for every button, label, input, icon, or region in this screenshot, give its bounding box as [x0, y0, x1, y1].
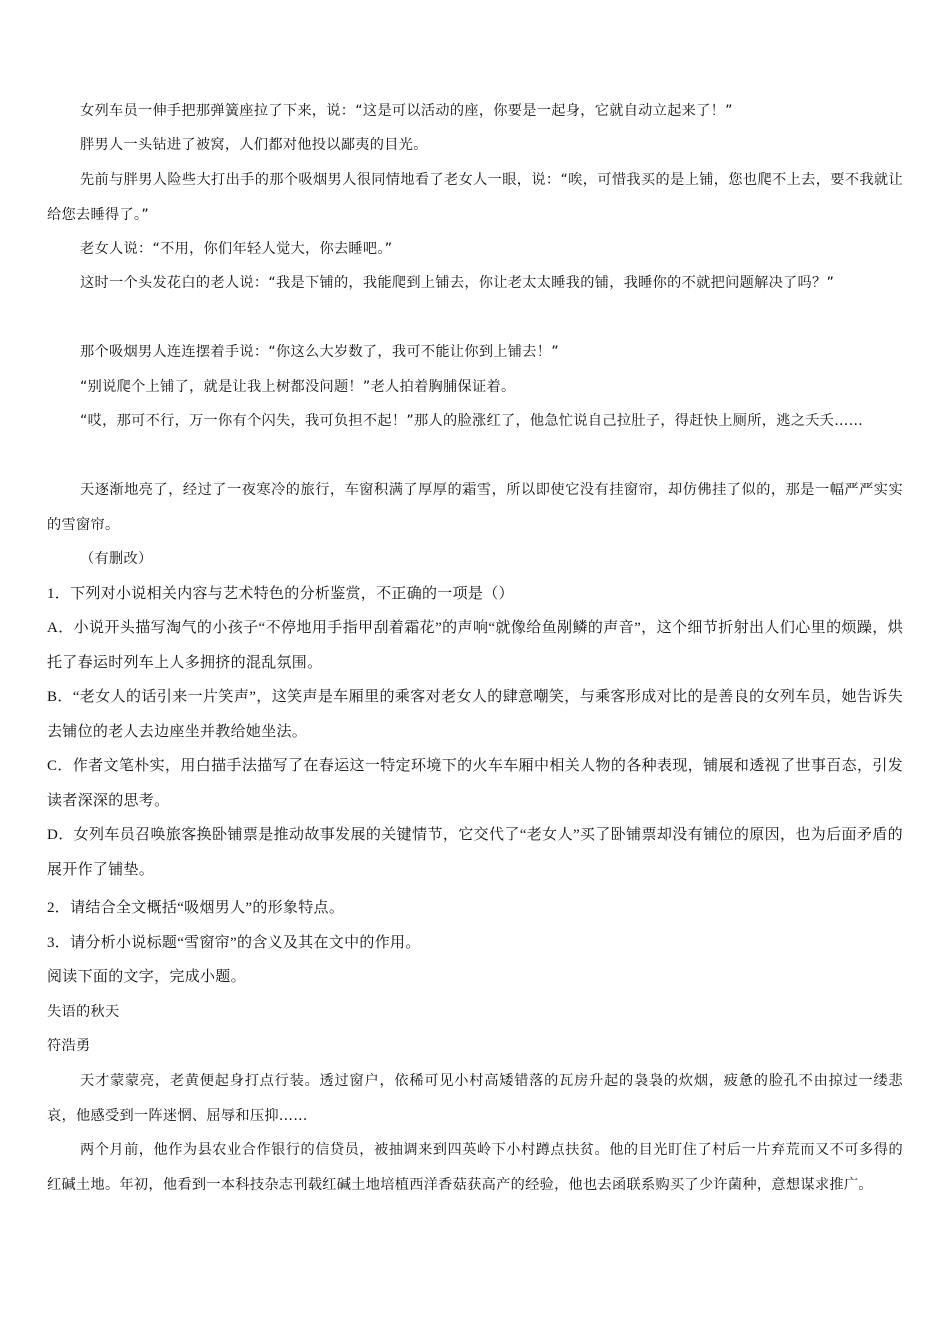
story-paragraph: 老女人说：“不用，你们年轻人觉大，你去睡吧。” — [80, 241, 393, 257]
question-1-option-d: D．女列车员召唤旅客换卧铺票是推动故事发展的关键情节，它交代了“老女人”买了卧铺票却没有铺位的原因，也为后面矛盾的展开作了铺垫。 — [47, 827, 903, 878]
reading-instruction: 阅读下面的文字，完成小题。 — [47, 969, 246, 985]
question-1-option-b: B．“老女人的话引来一片笑声”，这笑声是车厢里的乘客对老女人的肆意嘲笑，与乘客形成对比的是善良的女列车员，她告诉失去铺位的老人去边座坐并教给她坐法。 — [47, 689, 903, 740]
question-1-option-a: A．小说开头描写淘气的小孩子“不停地用手指甲刮着霜花”的声响“就像给鱼剐鳞的声音”，这个细节折射出人们心里的烦躁，烘托了春运时列车上人多拥挤的混乱氛围。 — [47, 620, 903, 671]
story-paragraph: 两个月前，他作为县农业合作银行的信贷员，被抽调来到四英岭下小村蹲点扶贫。他的目光盯住了村后一片弃荒而又不可多得的红碱土地。年初，他看到一本科技杂志刊载红碱土地培植西洋香菇获高产的经验，他也去函联系购买了少许菌种，意想谋求推广。 — [47, 1142, 903, 1193]
story-title: 失语的秋天 — [47, 1004, 120, 1020]
question-1-option-c: C．作者文笔朴实，用白描手法描写了在春运这一特定环境下的火车车厢中相关人物的各种表现，铺展和透视了世事百态，引发读者深深的思考。 — [47, 758, 903, 809]
story-paragraph: 先前与胖男人险些大打出手的那个吸烟男人很同情地看了老女人一眼，说：“唉，可惜我买的是上铺，您也爬不上去，要不我就让给您去睡得了。” — [47, 172, 903, 223]
edit-note: （有删改） — [80, 551, 153, 567]
question-2: 2．请结合全文概括“吸烟男人”的形象特点。 — [47, 900, 345, 916]
question-3: 3．请分析小说标题“雪窗帘”的含义及其在文中的作用。 — [47, 935, 421, 951]
question-1-stem: 1．下列对小说相关内容与艺术特色的分析鉴赏，不正确的一项是（） — [47, 586, 514, 602]
story-paragraph: 天才蒙蒙亮，老黄便起身打点行装。透过窗户，依稀可见小村高矮错落的瓦房升起的袅袅的炊烟，疲惫的脸孔不由掠过一缕悲哀，他感受到一阵迷惘、屈辱和压抑…… — [47, 1073, 903, 1124]
story-paragraph: 那个吸烟男人连连摆着手说：“你这么大岁数了，我可不能让你到上铺去！” — [80, 344, 559, 360]
story-paragraph: 这时一个头发花白的老人说：“我是下铺的，我能爬到上铺去，你让老太太睡我的铺，我睡你的不就把问题解决了吗？” — [80, 275, 835, 291]
story-paragraph: “别说爬个上铺了，就是让我上树都没问题！”老人拍着胸脯保证着。 — [80, 379, 516, 395]
story-author: 符浩勇 — [47, 1038, 91, 1054]
story-paragraph: 胖男人一头钻进了被窝，人们都对他投以鄙夷的目光。 — [80, 137, 428, 153]
story-paragraph: “哎，那可不行，万一你有个闪失，我可负担不起！”那人的脸涨红了，他急忙说自己拉肚子，得赶快上厕所，逃之夭夭…… — [80, 413, 864, 429]
story-paragraph: 女列车员一伸手把那弹簧座拉了下来，说：“这是可以活动的座，你要是一起身，它就自动立起来了！” — [80, 103, 733, 119]
story-paragraph: 天逐渐地亮了，经过了一夜寒冷的旅行，车窗积满了厚厚的霜雪，所以即使它没有挂窗帘，却仿佛挂了似的，那是一幅严严实实的雪窗帘。 — [47, 482, 903, 533]
